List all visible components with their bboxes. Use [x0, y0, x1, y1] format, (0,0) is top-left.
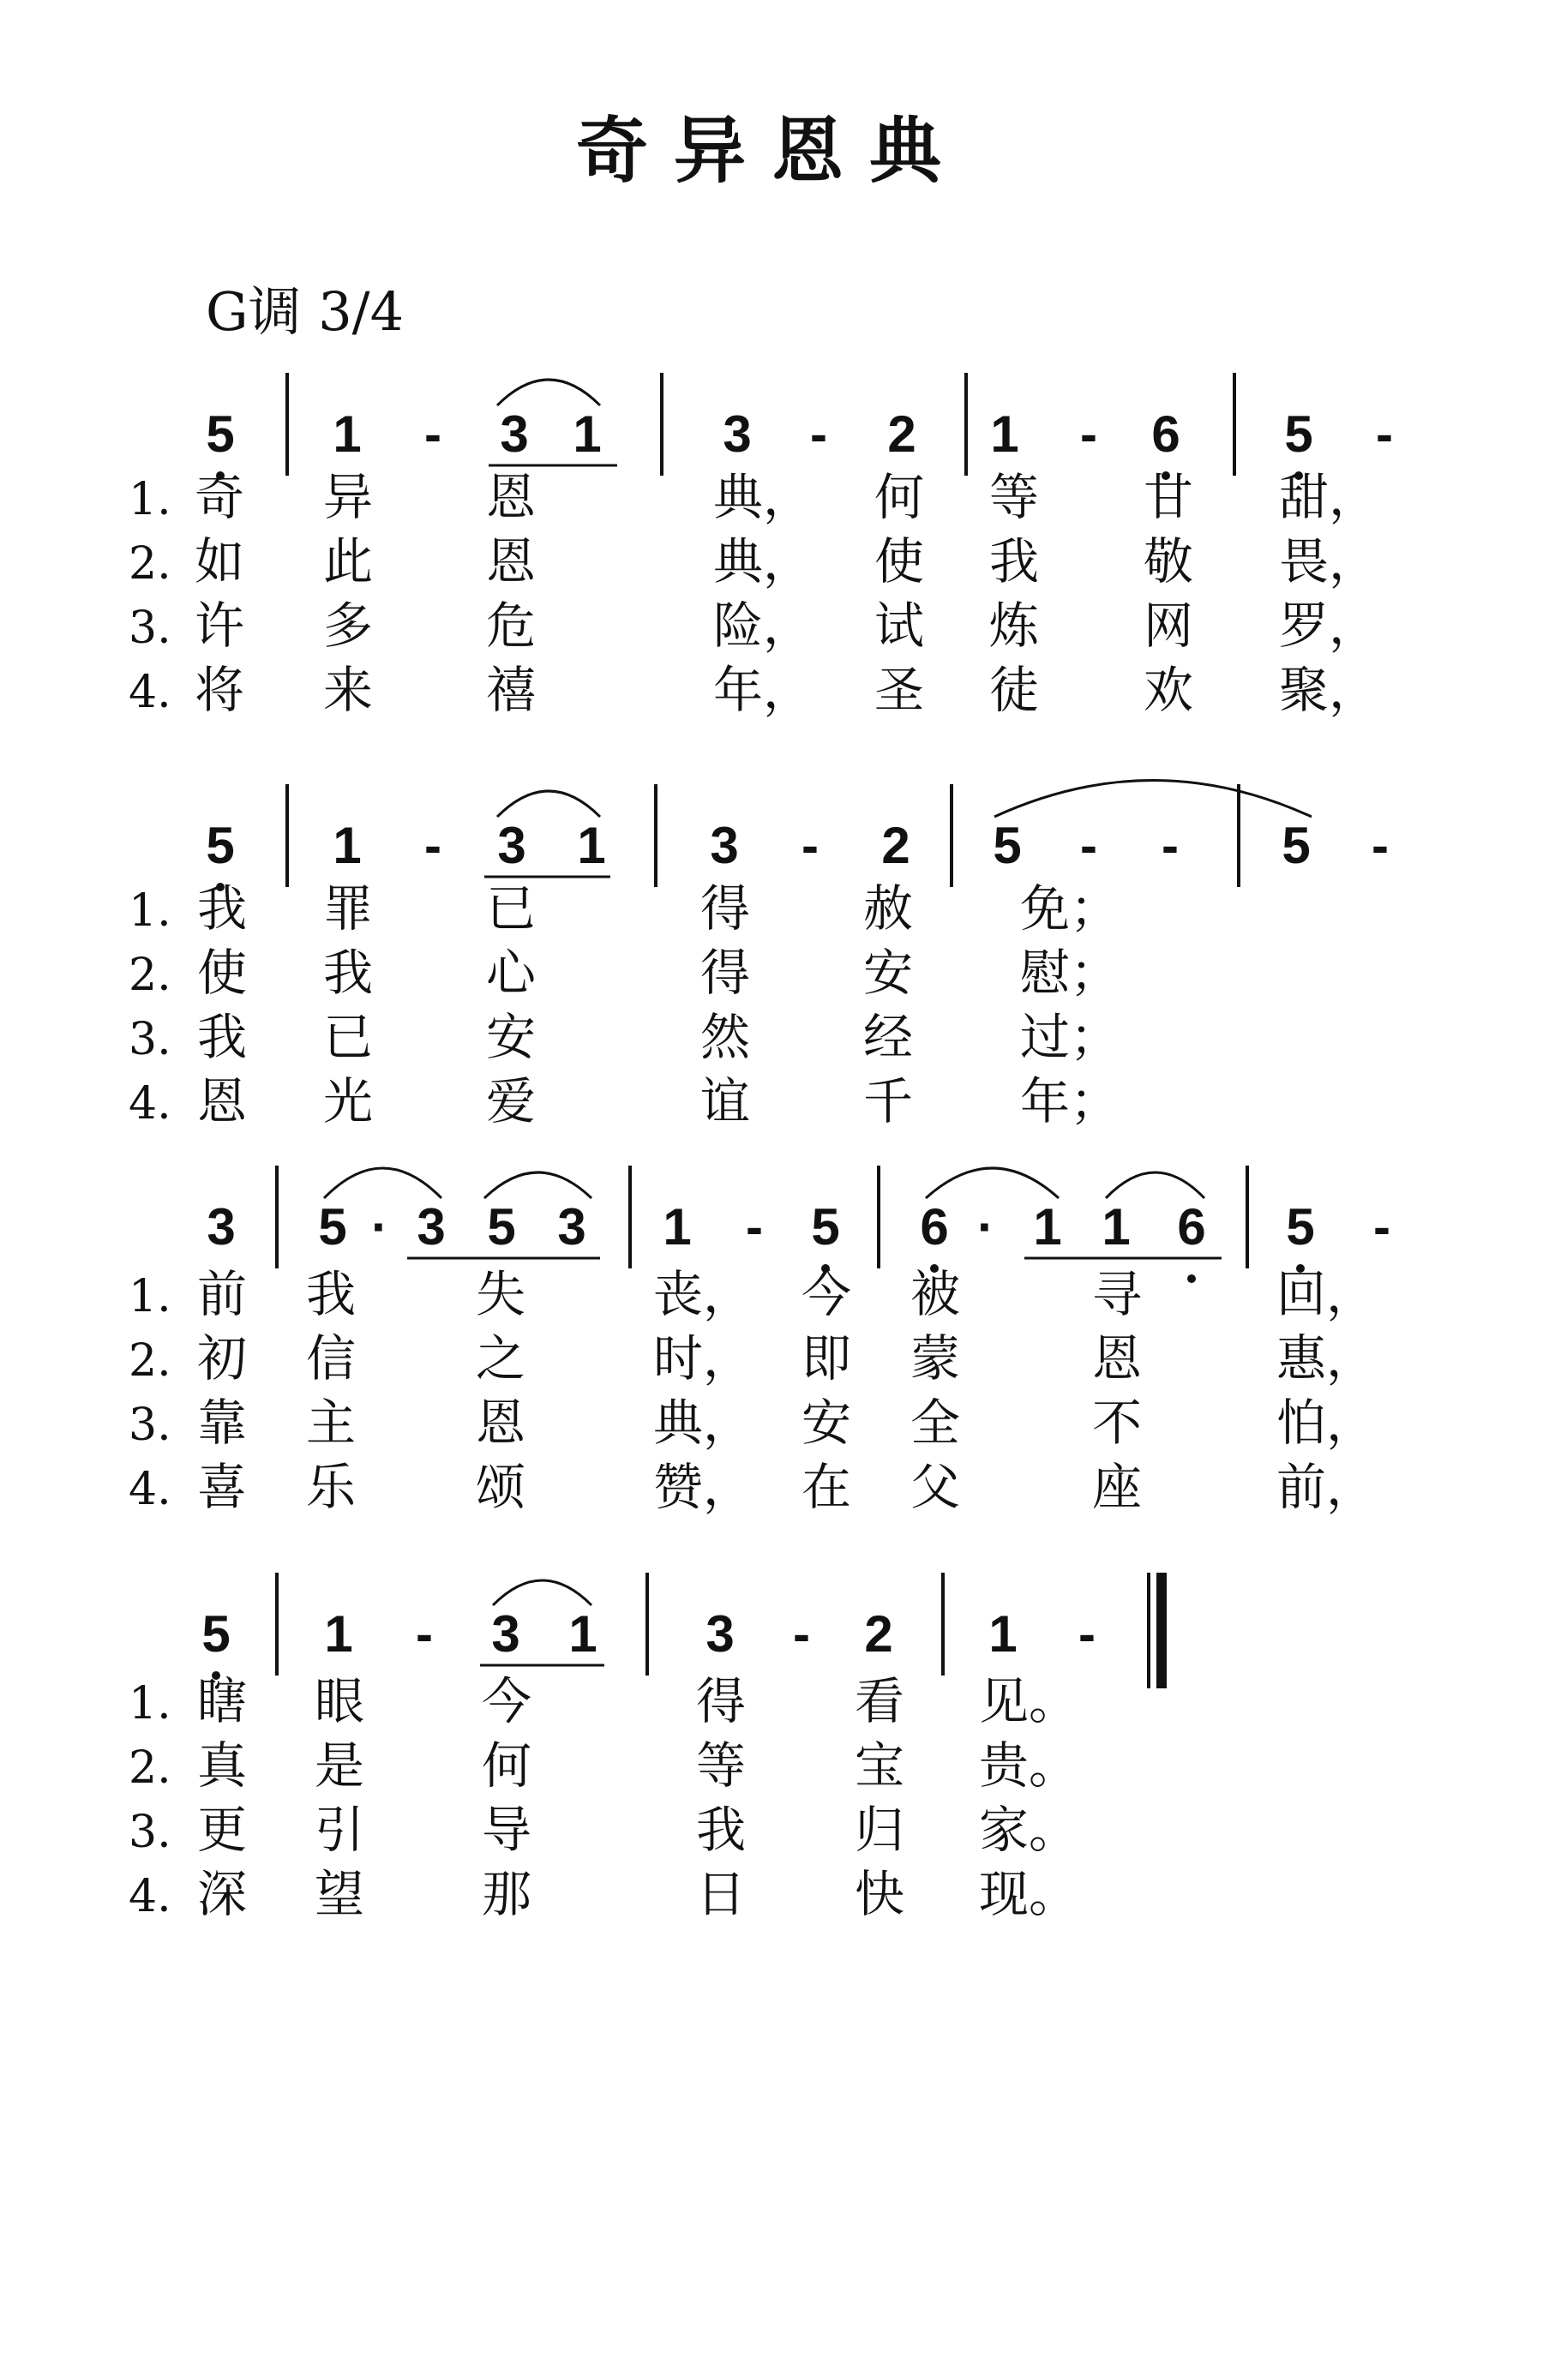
lyric-char: 禧 [486, 661, 537, 719]
jianpu-note: 3 [710, 817, 739, 874]
lyric-char: 更 [197, 1801, 248, 1859]
lyric-char: 望 [315, 1865, 365, 1923]
lyric-char: 使 [874, 532, 925, 591]
lyric-char: 我 [197, 879, 248, 938]
lyric-char: 前 [197, 1265, 248, 1323]
lyric-char: 是 [315, 1736, 365, 1795]
jianpu-note: 5 [206, 405, 235, 463]
lyric-char: 何 [482, 1736, 532, 1795]
jianpu-note: 6 [920, 1198, 949, 1256]
lyric-char: 网 [1144, 596, 1194, 655]
lyric-char: 贵。 [979, 1736, 1079, 1795]
lyric-char: 今 [482, 1672, 532, 1730]
verse-number: 2. [129, 538, 171, 590]
lyric-char: 时， [653, 1329, 753, 1388]
lyric-char: 我 [306, 1265, 357, 1323]
jianpu-note: 1 [568, 1605, 597, 1663]
lyric-char: 得 [696, 1672, 747, 1730]
lyric-char: 寻 [1092, 1265, 1143, 1323]
slur-arc [324, 1168, 441, 1198]
slur-arc [1106, 1172, 1204, 1198]
lyric-char: 炼 [989, 596, 1040, 655]
lyric-char: 恩 [476, 1394, 526, 1452]
lyric-char: 惠， [1276, 1329, 1377, 1388]
lyric-char: 年， [713, 661, 814, 719]
jianpu-note: 5 [201, 1605, 231, 1663]
slur-arc [926, 1168, 1059, 1198]
jianpu-note: 3 [417, 1198, 446, 1256]
dash-note: - [424, 817, 441, 874]
lyric-char: 欢 [1144, 661, 1194, 719]
jianpu-note: 1 [990, 405, 1019, 463]
octave-low-dot [1187, 1274, 1196, 1283]
lyric-char: 慰； [1020, 944, 1120, 1002]
jianpu-note: 2 [881, 817, 910, 874]
dash-note: - [810, 405, 827, 463]
system-3 [129, 1166, 1390, 1516]
slur-arc [493, 1580, 591, 1605]
verse-number: 2. [129, 1335, 171, 1387]
lyric-char: 畏， [1279, 532, 1379, 591]
dash-note: - [1080, 817, 1097, 874]
system-2 [129, 781, 1389, 1131]
jianpu-note: 3 [723, 405, 752, 463]
lyric-char: 被 [910, 1265, 961, 1323]
lyric-char: 何 [874, 468, 925, 526]
lyric-char: 蒙 [910, 1329, 961, 1388]
dash-note: - [1376, 405, 1393, 463]
jianpu-note: 2 [864, 1605, 893, 1663]
lyric-char: 已 [486, 879, 537, 938]
lyric-char: 家。 [979, 1801, 1079, 1859]
lyric-char: 主 [306, 1394, 357, 1452]
jianpu-note: 1 [324, 1605, 353, 1663]
lyric-char: 颂 [476, 1458, 526, 1516]
jianpu-note: 1 [988, 1605, 1018, 1663]
lyric-char: 心 [486, 944, 537, 1002]
lyric-char: 恩 [486, 468, 537, 526]
lyric-char: 我 [323, 944, 374, 1002]
lyric-char: 座 [1092, 1458, 1143, 1516]
lyric-char: 引 [315, 1801, 365, 1859]
lyric-char: 等 [989, 468, 1040, 526]
lyric-char: 等 [696, 1736, 747, 1795]
jianpu-note: 5 [318, 1198, 347, 1256]
lyric-char: 年； [1020, 1072, 1120, 1130]
jianpu-note: 6 [1151, 405, 1180, 463]
lyric-char: 乐 [306, 1458, 357, 1516]
lyric-char: 归 [855, 1801, 905, 1859]
lyric-char: 谊 [700, 1072, 751, 1130]
verse-number: 2. [129, 950, 171, 1001]
verse-number: 3. [129, 602, 171, 654]
dash-note: - [1162, 817, 1179, 874]
verse-number: 1. [129, 474, 171, 525]
lyric-char: 多 [323, 596, 374, 655]
jianpu-note: 5 [1284, 405, 1313, 463]
lyric-char: 信 [306, 1329, 357, 1388]
dash-note: - [793, 1605, 810, 1663]
lyric-char: 险， [713, 596, 814, 655]
verse-number: 4. [129, 1464, 171, 1515]
lyric-char: 恩 [1092, 1329, 1143, 1388]
lyric-char: 今 [802, 1265, 852, 1323]
jianpu-note: 3 [705, 1605, 735, 1663]
verse-number: 3. [129, 1014, 171, 1065]
jianpu-note: 1 [663, 1198, 692, 1256]
lyric-char: 奇 [195, 468, 245, 526]
jianpu-note: 5 [1286, 1198, 1315, 1256]
verse-number: 1. [129, 885, 171, 937]
lyric-char: 真 [197, 1736, 248, 1795]
dash-note: - [802, 817, 819, 874]
lyric-char: 见。 [979, 1672, 1079, 1730]
lyric-char: 那 [482, 1865, 532, 1923]
slur-arc [497, 380, 600, 405]
lyric-char: 许 [195, 596, 245, 655]
jianpu-note: 5 [206, 817, 235, 874]
jianpu-note: 1 [573, 405, 602, 463]
jianpu-note: 3 [491, 1605, 520, 1663]
jianpu-note: 5 [487, 1198, 516, 1256]
key-signature: G调 3/4 [206, 280, 405, 343]
lyric-char: 宝 [855, 1736, 905, 1795]
dash-note: - [1372, 817, 1389, 874]
lyric-char: 危 [486, 596, 537, 655]
lyric-char: 丧， [653, 1265, 753, 1323]
hymn-title: 奇异恩典 [575, 109, 968, 193]
lyric-char: 使 [197, 944, 248, 1002]
slur-arc [484, 1172, 591, 1198]
lyric-char: 瞎 [197, 1672, 248, 1730]
lyric-char: 徒 [989, 661, 1040, 719]
lyric-char: 喜 [197, 1458, 248, 1516]
jianpu-note: 5 [811, 1198, 840, 1256]
lyric-char: 甘 [1144, 468, 1194, 526]
lyric-char: 眼 [315, 1672, 365, 1730]
verse-number: 4. [129, 1871, 171, 1922]
lyric-char: 我 [696, 1801, 747, 1859]
jianpu-note: 3 [500, 405, 529, 463]
lyric-char: 异 [323, 468, 374, 526]
lyric-char: 回， [1276, 1265, 1377, 1323]
lyric-char: 千 [863, 1072, 914, 1130]
lyric-char: 不 [1092, 1394, 1143, 1452]
lyric-char: 赞， [653, 1458, 753, 1516]
lyric-char: 日 [696, 1865, 747, 1923]
verse-number: 3. [129, 1400, 171, 1451]
lyric-char: 免； [1020, 879, 1120, 938]
dot-extension: · [371, 1198, 388, 1256]
lyric-char: 此 [323, 532, 374, 591]
dot-extension: · [977, 1198, 994, 1256]
lyric-char: 我 [197, 1008, 248, 1066]
dash-note: - [746, 1198, 763, 1256]
lyric-char: 失 [476, 1265, 526, 1323]
lyric-char: 甜， [1279, 468, 1379, 526]
jianpu-note: 1 [333, 817, 362, 874]
lyric-char: 爱 [486, 1072, 537, 1130]
slur-arc [994, 781, 1312, 818]
lyric-char: 恩 [486, 532, 537, 591]
lyric-char: 典， [653, 1394, 753, 1452]
lyric-char: 恩 [197, 1072, 248, 1130]
lyric-char: 现。 [979, 1865, 1079, 1923]
lyric-char: 即 [802, 1329, 852, 1388]
jianpu-note: 1 [577, 817, 606, 874]
system-4 [129, 1573, 1162, 1923]
lyric-char: 来 [323, 661, 374, 719]
score-body [129, 373, 1393, 1923]
jianpu-note: 1 [1033, 1198, 1062, 1256]
jianpu-note: 3 [207, 1198, 236, 1256]
jianpu-note: 5 [993, 817, 1022, 874]
lyric-char: 深 [197, 1865, 248, 1923]
verse-number: 4. [129, 667, 171, 718]
jianpu-note: 1 [1102, 1198, 1131, 1256]
dash-note: - [1078, 1605, 1096, 1663]
lyric-char: 过； [1020, 1008, 1120, 1066]
lyric-char: 圣 [874, 661, 925, 719]
lyric-char: 父 [910, 1458, 961, 1516]
jianpu-note: 3 [557, 1198, 586, 1256]
lyric-char: 然 [700, 1008, 751, 1066]
verse-number: 2. [129, 1742, 171, 1794]
dash-note: - [1080, 405, 1097, 463]
lyric-char: 看 [855, 1672, 905, 1730]
lyric-char: 安 [863, 944, 914, 1002]
lyric-char: 我 [989, 532, 1040, 591]
lyric-char: 初 [197, 1329, 248, 1388]
jianpu-note: 2 [887, 405, 916, 463]
lyric-char: 怕， [1276, 1394, 1377, 1452]
dash-note: - [416, 1605, 433, 1663]
lyric-char: 导 [482, 1801, 532, 1859]
lyric-char: 得 [700, 944, 751, 1002]
lyric-char: 在 [802, 1458, 852, 1516]
lyric-char: 典， [713, 532, 814, 591]
system-1 [129, 373, 1393, 719]
lyric-char: 已 [323, 1008, 374, 1066]
dash-note: - [424, 405, 441, 463]
lyric-char: 试 [874, 596, 925, 655]
jianpu-note: 3 [497, 817, 526, 874]
slur-arc [497, 791, 600, 817]
lyric-char: 安 [486, 1008, 537, 1066]
lyric-char: 赦 [863, 879, 914, 938]
jianpu-note: 1 [333, 405, 362, 463]
lyric-char: 如 [195, 532, 245, 591]
lyric-char: 快 [855, 1865, 905, 1923]
verse-number: 1. [129, 1271, 171, 1322]
lyric-char: 得 [700, 879, 751, 938]
lyric-char: 敬 [1144, 532, 1194, 591]
lyric-char: 之 [476, 1329, 526, 1388]
lyric-char: 罗， [1279, 596, 1379, 655]
jianpu-note: 5 [1282, 817, 1311, 874]
lyric-char: 光 [323, 1072, 374, 1130]
lyric-char: 将 [195, 661, 245, 719]
lyric-char: 前， [1276, 1458, 1377, 1516]
verse-number: 1. [129, 1678, 171, 1730]
dash-note: - [1373, 1198, 1390, 1256]
lyric-char: 安 [802, 1394, 852, 1452]
lyric-char: 典， [713, 468, 814, 526]
verse-number: 4. [129, 1078, 171, 1130]
lyric-char: 靠 [197, 1394, 248, 1452]
lyric-char: 聚， [1279, 661, 1379, 719]
lyric-char: 全 [910, 1394, 961, 1452]
lyric-char: 经 [863, 1008, 914, 1066]
jianpu-note: 6 [1177, 1198, 1206, 1256]
verse-number: 3. [129, 1807, 171, 1858]
lyric-char: 罪 [323, 879, 374, 938]
